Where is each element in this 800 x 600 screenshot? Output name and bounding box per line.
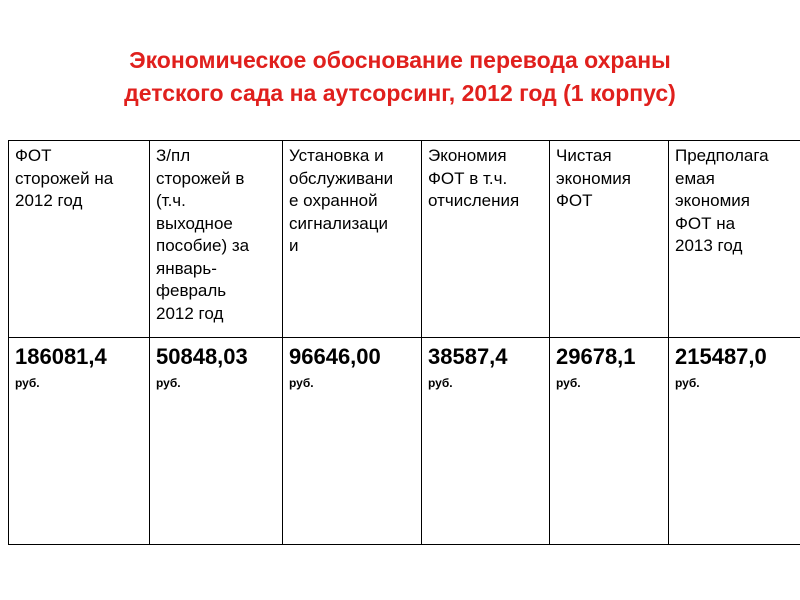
- currency-unit: руб.: [15, 376, 40, 390]
- value-cell: [283, 338, 422, 545]
- amount-value: 96646,00: [289, 344, 381, 369]
- header-cell-expected-savings-2013: [669, 141, 800, 338]
- amount-value: 186081,4: [15, 344, 107, 369]
- value-cell: [550, 338, 669, 545]
- header-label: Экономия ФОТ в т.ч. отчисления: [428, 146, 520, 210]
- economics-table: [8, 140, 800, 545]
- value-cell: [669, 338, 800, 545]
- header-label: Предполага емая экономия ФОТ на 2013 год: [675, 146, 769, 255]
- currency-unit: руб.: [156, 376, 181, 390]
- currency-unit: руб.: [428, 376, 453, 390]
- currency-unit: руб.: [556, 376, 581, 390]
- currency-unit: руб.: [289, 376, 314, 390]
- table-header-row: [9, 141, 800, 338]
- table-row: [9, 338, 800, 545]
- page-title: [0, 44, 800, 110]
- header-label: ФОТ сторожей на 2012 год: [15, 146, 114, 210]
- header-label: Установка и обслуживани е охранной сигнализаци и: [289, 146, 394, 255]
- header-cell-fot-2012: [9, 141, 150, 338]
- amount-value: 215487,0: [675, 344, 767, 369]
- value-cell: [422, 338, 550, 545]
- amount-value: 29678,1: [556, 344, 636, 369]
- title-line-2: детского сада на аутсорсинг, 2012 год (1 корпус): [124, 80, 676, 106]
- header-cell-net-savings: [550, 141, 669, 338]
- header-cell-alarm-installation: [283, 141, 422, 338]
- header-cell-fot-savings: [422, 141, 550, 338]
- header-label: Чистая экономия ФОТ: [556, 146, 631, 210]
- header-cell-salary-jan-feb: [150, 141, 283, 338]
- value-cell: [9, 338, 150, 545]
- amount-value: 50848,03: [156, 344, 248, 369]
- title-line-1: Экономическое обоснование перевода охраны: [129, 47, 671, 73]
- amount-value: 38587,4: [428, 344, 508, 369]
- currency-unit: руб.: [675, 376, 700, 390]
- header-label: З/пл сторожей в (т.ч. выходное пособие) за январь- февраль 2012 год: [156, 146, 250, 323]
- value-cell: [150, 338, 283, 545]
